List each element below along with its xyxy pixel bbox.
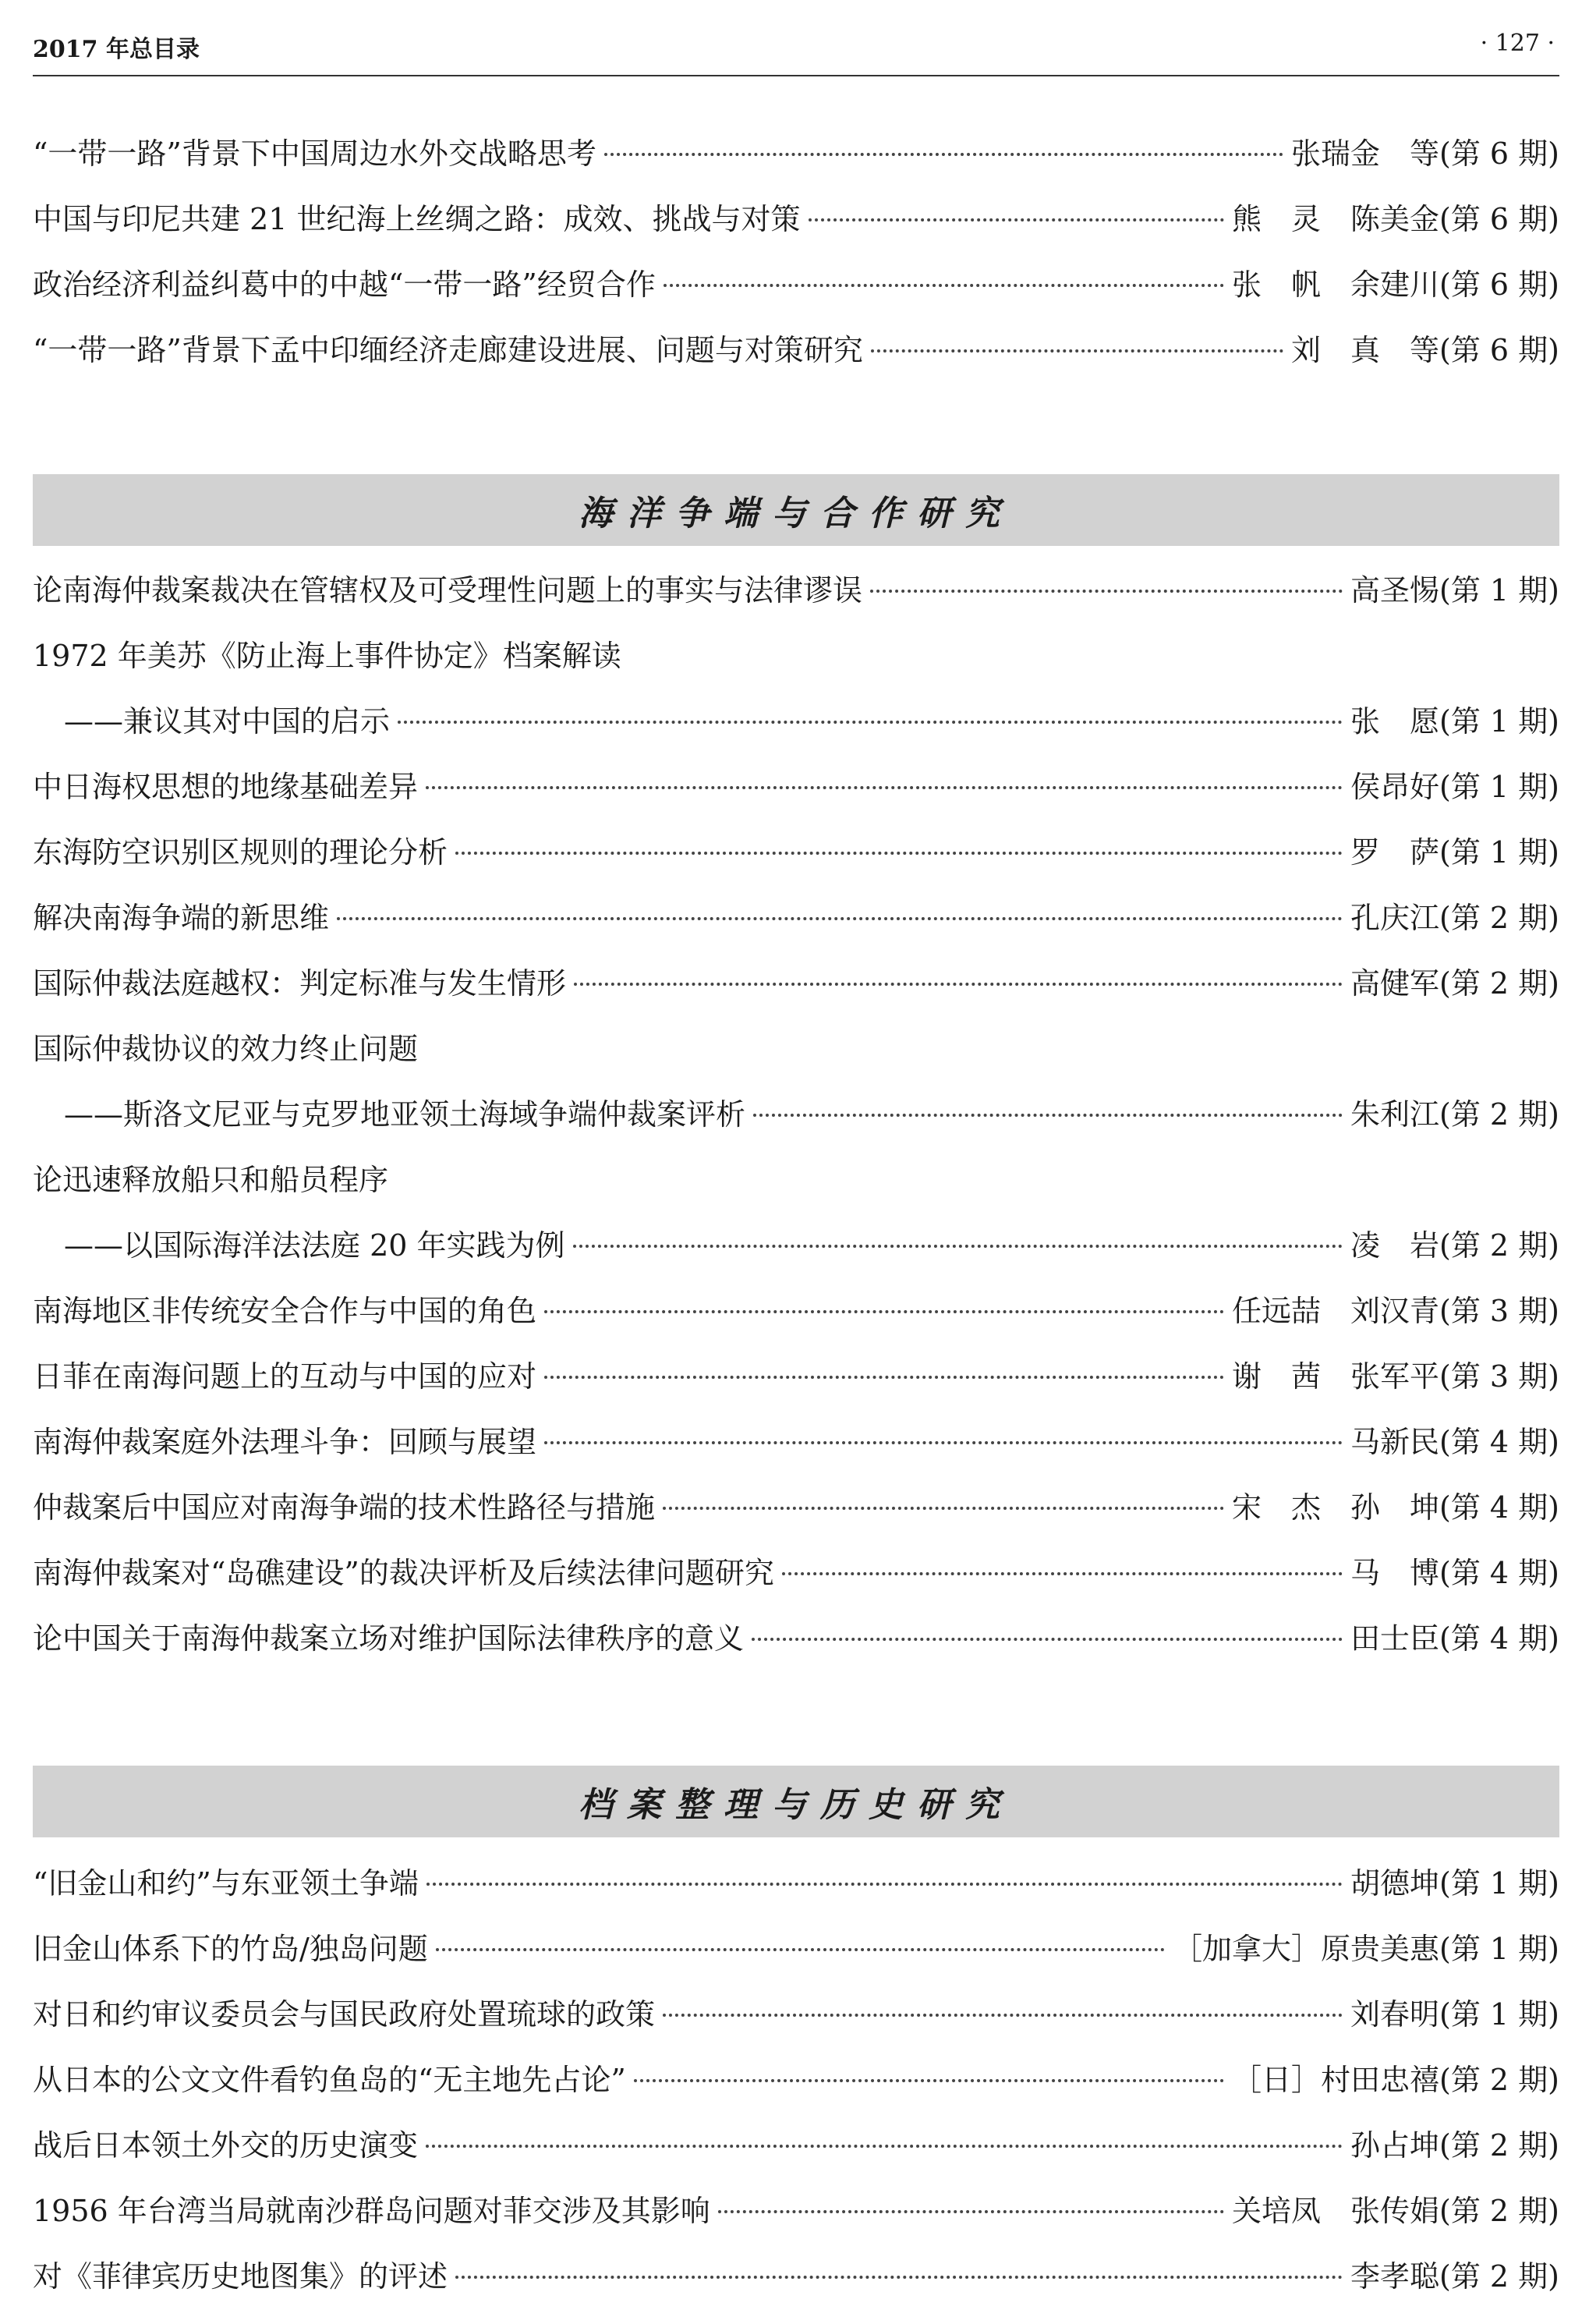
entry-issue: (第 6 期) bbox=[1439, 267, 1559, 302]
toc-entry bbox=[33, 2056, 1559, 2121]
entry-issue: (第 6 期) bbox=[1439, 202, 1559, 236]
toc-entry bbox=[33, 697, 1559, 763]
dot-leader bbox=[455, 852, 1343, 855]
entry-title: 战后日本领土外交的历史演变 bbox=[33, 2128, 419, 2163]
toc-entry bbox=[33, 2252, 1559, 2318]
dot-leader bbox=[574, 983, 1343, 986]
entry-title: 南海地区非传统安全合作与中国的角色 bbox=[33, 1294, 537, 1328]
entry-author: 胡德坤 bbox=[1350, 1866, 1439, 1901]
section-title: 海洋争端与合作研究 bbox=[579, 494, 1014, 533]
entry-issue: (第 1 期) bbox=[1439, 573, 1559, 608]
toc-entry bbox=[33, 959, 1559, 1025]
entry-author: 孔庆江 bbox=[1350, 901, 1439, 935]
entry-author: 张 愿 bbox=[1350, 704, 1439, 739]
entry-author: 罗 萨 bbox=[1350, 835, 1439, 870]
toc-entry-heading: 1972 年美苏《防止海上事件协定》档案解读 bbox=[33, 639, 621, 673]
entry-author: 马 博 bbox=[1350, 1556, 1439, 1590]
toc-entry bbox=[33, 1990, 1559, 2056]
toc-entry bbox=[33, 828, 1559, 894]
toc-entry-heading: 国际仲裁协议的效力终止问题 bbox=[33, 1032, 419, 1066]
entry-issue: (第 2 期) bbox=[1439, 2063, 1559, 2097]
toc-entry bbox=[33, 129, 1559, 195]
dot-leader bbox=[544, 1376, 1224, 1379]
entry-author: 朱利江 bbox=[1350, 1097, 1439, 1132]
entry-issue: (第 1 期) bbox=[1439, 1997, 1559, 2032]
toc-entry bbox=[33, 894, 1559, 959]
entry-title: 1956 年台湾当局就南沙群岛问题对菲交涉及其影响 bbox=[33, 2194, 710, 2228]
dot-leader bbox=[782, 1572, 1343, 1575]
dot-leader bbox=[753, 1114, 1343, 1117]
entry-title: 旧金山体系下的竹岛/独岛问题 bbox=[33, 1932, 428, 1966]
entry-title: 仲裁案后中国应对南海争端的技术性路径与措施 bbox=[33, 1490, 656, 1525]
dot-leader bbox=[718, 2210, 1224, 2213]
entry-title: 南海仲裁案对“岛礁建设”的裁决评析及后续法律问题研究 bbox=[33, 1556, 774, 1590]
entry-issue: (第 1 期) bbox=[1439, 1932, 1559, 1966]
entry-issue: (第 6 期) bbox=[1439, 333, 1559, 367]
entry-title: 论南海仲裁案裁决在管辖权及可受理性问题上的事实与法律谬误 bbox=[33, 573, 863, 608]
dot-leader bbox=[871, 349, 1283, 352]
entry-issue: (第 4 期) bbox=[1439, 1621, 1559, 1656]
entry-title: ——以国际海洋法法庭 20 年实践为例 bbox=[64, 1228, 565, 1263]
toc-entry bbox=[33, 1418, 1559, 1483]
running-title: 2017 年总目录 bbox=[33, 36, 200, 63]
entry-title: 政治经济利益纠葛中的中越“一带一路”经贸合作 bbox=[33, 267, 656, 302]
entry-title: 日菲在南海问题上的互动与中国的应对 bbox=[33, 1359, 537, 1394]
entry-issue: (第 2 期) bbox=[1439, 1228, 1559, 1263]
page-number: · 127 · bbox=[1480, 30, 1555, 57]
entry-issue: (第 3 期) bbox=[1439, 1359, 1559, 1394]
entry-author: 谢 茜 张军平 bbox=[1231, 1359, 1439, 1394]
entry-title: “一带一路”背景下孟中印缅经济走廊建设进展、问题与对策研究 bbox=[33, 333, 863, 367]
toc-entry bbox=[33, 763, 1559, 828]
dot-leader bbox=[752, 1638, 1343, 1641]
page-header bbox=[33, 23, 1559, 76]
entry-issue: (第 1 期) bbox=[1439, 835, 1559, 870]
dot-leader bbox=[426, 786, 1343, 789]
entry-author: 刘 真 等 bbox=[1290, 333, 1439, 367]
toc-entry bbox=[33, 1287, 1559, 1352]
entry-author: 张瑞金 等 bbox=[1290, 136, 1439, 171]
toc-entry bbox=[33, 326, 1559, 391]
dot-leader bbox=[426, 2145, 1343, 2148]
entry-author: 马新民 bbox=[1350, 1425, 1439, 1459]
entry-author: 李孝聪 bbox=[1350, 2259, 1439, 2294]
entry-issue: (第 6 期) bbox=[1439, 136, 1559, 171]
toc-entry bbox=[33, 2121, 1559, 2187]
entry-issue: (第 2 期) bbox=[1439, 966, 1559, 1001]
dot-leader bbox=[398, 721, 1343, 724]
entry-title: 南海仲裁案庭外法理斗争：回顾与展望 bbox=[33, 1425, 537, 1459]
dot-leader bbox=[663, 2014, 1343, 2017]
entry-title: 论中国关于南海仲裁案立场对维护国际法律秩序的意义 bbox=[33, 1621, 745, 1656]
entry-issue: (第 1 期) bbox=[1439, 770, 1559, 804]
toc-entry bbox=[33, 1090, 1559, 1156]
toc-entry bbox=[33, 195, 1559, 260]
section-header-maritime bbox=[33, 474, 1559, 546]
entry-author: 关培凤 张传娟 bbox=[1231, 2194, 1439, 2228]
entry-issue: (第 1 期) bbox=[1439, 1866, 1559, 1901]
entry-issue: (第 3 期) bbox=[1439, 1294, 1559, 1328]
entry-author: 熊 灵 陈美金 bbox=[1231, 202, 1439, 236]
dot-leader bbox=[544, 1441, 1343, 1444]
toc-entry bbox=[33, 566, 1559, 632]
toc-block-maritime bbox=[33, 566, 1559, 1680]
entry-author: 宋 杰 孙 坤 bbox=[1231, 1490, 1439, 1525]
entry-issue: (第 2 期) bbox=[1439, 901, 1559, 935]
toc-entry bbox=[33, 1483, 1559, 1549]
dot-leader bbox=[426, 1883, 1343, 1886]
entry-author: 侯昂好 bbox=[1350, 770, 1439, 804]
entry-author: 高圣惕 bbox=[1350, 573, 1439, 608]
entry-title: 国际仲裁法庭越权：判定标准与发生情形 bbox=[33, 966, 567, 1001]
entry-title: “一带一路”背景下中国周边水外交战略思考 bbox=[33, 136, 596, 171]
entry-issue: (第 1 期) bbox=[1439, 704, 1559, 739]
entry-issue: (第 4 期) bbox=[1439, 1490, 1559, 1525]
entry-issue: (第 4 期) bbox=[1439, 1425, 1559, 1459]
entry-author: ［加拿大］原贵美惠 bbox=[1172, 1932, 1439, 1966]
dot-leader bbox=[809, 218, 1224, 221]
dot-leader bbox=[544, 1310, 1224, 1313]
entry-author: ［日］村田忠禧 bbox=[1231, 2063, 1439, 2097]
entry-issue: (第 2 期) bbox=[1439, 1097, 1559, 1132]
entry-issue: (第 2 期) bbox=[1439, 2128, 1559, 2163]
toc-entry bbox=[33, 2187, 1559, 2252]
dot-leader bbox=[664, 284, 1224, 287]
dot-leader bbox=[604, 153, 1283, 156]
toc-entry bbox=[33, 1859, 1559, 1925]
dot-leader bbox=[436, 1948, 1165, 1951]
entry-issue: (第 2 期) bbox=[1439, 2194, 1559, 2228]
dot-leader bbox=[870, 590, 1343, 593]
entry-issue: (第 2 期) bbox=[1439, 2259, 1559, 2294]
entry-title: 从日本的公文文件看钓鱼岛的“无主地先占论” bbox=[33, 2063, 626, 2097]
toc-entry-heading: 论迅速释放船只和船员程序 bbox=[33, 1163, 389, 1197]
entry-author: 孙占坤 bbox=[1350, 2128, 1439, 2163]
dot-leader bbox=[663, 1507, 1224, 1510]
dot-leader bbox=[573, 1245, 1343, 1248]
toc-entry bbox=[33, 1549, 1559, 1614]
toc-entry bbox=[33, 1614, 1559, 1680]
toc-block-archives bbox=[33, 1859, 1559, 2318]
entry-author: 高健军 bbox=[1350, 966, 1439, 1001]
dot-leader bbox=[634, 2079, 1224, 2082]
toc-entry bbox=[33, 260, 1559, 326]
entry-author: 田士臣 bbox=[1350, 1621, 1439, 1656]
entry-author: 任远喆 刘汉青 bbox=[1231, 1294, 1439, 1328]
toc-entry bbox=[33, 1925, 1559, 1990]
section-title: 档案整理与历史研究 bbox=[579, 1785, 1014, 1825]
entry-title: 中日海权思想的地缘基础差异 bbox=[33, 770, 419, 804]
entry-title: “旧金山和约”与东亚领土争端 bbox=[33, 1866, 419, 1901]
entry-title: 东海防空识别区规则的理论分析 bbox=[33, 835, 448, 870]
toc-entry bbox=[33, 1352, 1559, 1418]
toc-block-belt-road bbox=[33, 129, 1559, 391]
dot-leader bbox=[337, 917, 1343, 920]
dot-leader bbox=[455, 2276, 1343, 2279]
entry-author: 张 帆 余建川 bbox=[1231, 267, 1439, 302]
entry-title: 对《菲律宾历史地图集》的评述 bbox=[33, 2259, 448, 2294]
entry-title: ——兼议其对中国的启示 bbox=[64, 704, 391, 739]
section-header-archives bbox=[33, 1766, 1559, 1837]
entry-title: 对日和约审议委员会与国民政府处置琉球的政策 bbox=[33, 1997, 656, 2032]
entry-title: ——斯洛文尼亚与克罗地亚领土海域争端仲裁案评析 bbox=[64, 1097, 746, 1132]
entry-author: 刘春明 bbox=[1350, 1997, 1439, 2032]
entry-author: 凌 岩 bbox=[1350, 1228, 1439, 1263]
entry-issue: (第 4 期) bbox=[1439, 1556, 1559, 1590]
toc-entry bbox=[33, 1221, 1559, 1287]
entry-title: 解决南海争端的新思维 bbox=[33, 901, 330, 935]
entry-title: 中国与印尼共建 21 世纪海上丝绸之路：成效、挑战与对策 bbox=[33, 202, 801, 236]
